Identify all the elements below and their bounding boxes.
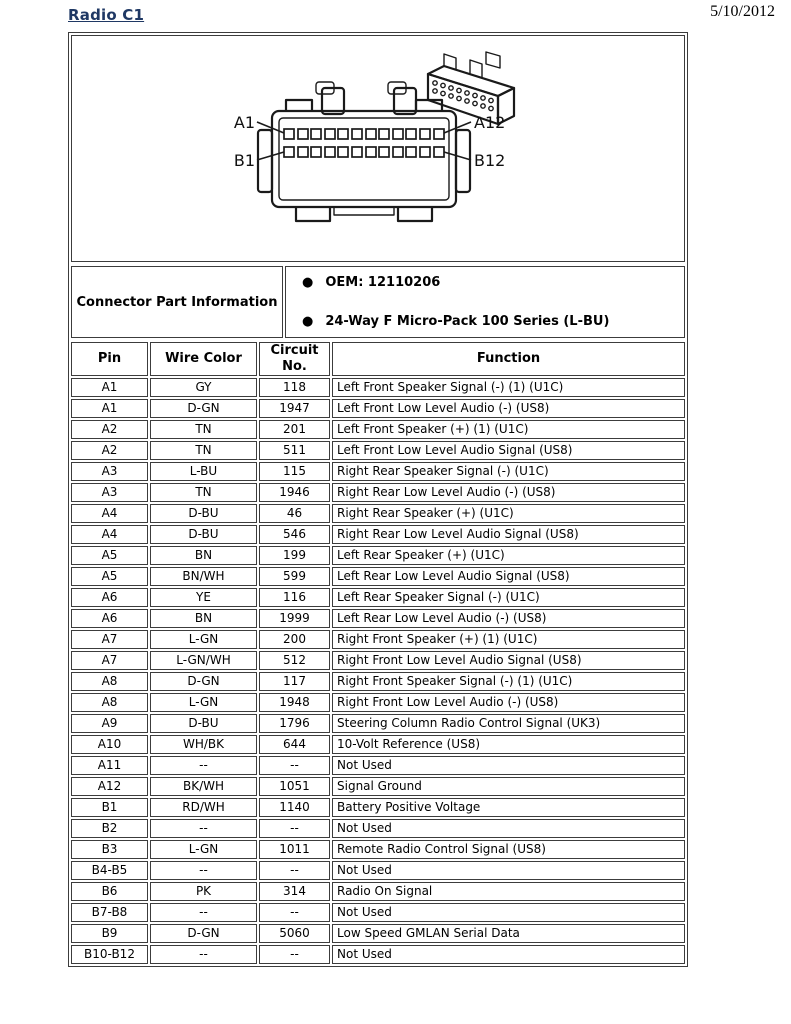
circuit-no-cell: 116 [259,588,330,607]
pin-cell: A8 [71,693,148,712]
circuit-no-cell: 1946 [259,483,330,502]
function-cell: Steering Column Radio Control Signal (UK3) [332,714,685,733]
pinout-row [71,420,685,439]
connector-part-info-details [285,266,685,338]
function-cell: Left Front Speaker (+) (1) (U1C) [332,420,685,439]
pin-cell: B6 [71,882,148,901]
function-cell: Left Rear Speaker (+) (U1C) [332,546,685,565]
pin-cell: B3 [71,840,148,859]
circuit-no-cell: 5060 [259,924,330,943]
pinout-row [71,882,685,901]
circuit-no-cell: -- [259,756,330,775]
pin-cell: A4 [71,504,148,523]
circuit-no-cell: 511 [259,441,330,460]
pinout-row [71,840,685,859]
pinout-row [71,672,685,691]
pin-cell: A5 [71,567,148,586]
pinout-row [71,546,685,565]
wire-color-cell: L-GN [150,630,257,649]
circuit-no-cell: 1947 [259,399,330,418]
header-function: Function [332,342,685,376]
pinout-row [71,399,685,418]
circuit-no-cell: 1011 [259,840,330,859]
function-cell: Right Front Speaker Signal (-) (1) (U1C) [332,672,685,691]
series-bullet [302,314,676,329]
bullet-icon: ● [302,314,314,329]
pinout-row [71,462,685,481]
bullet-icon: ● [302,275,314,290]
circuit-no-cell: 546 [259,525,330,544]
pin-cell: A10 [71,735,148,754]
connector-part-info-table [69,264,687,340]
pin-row-a [284,129,444,139]
pin-cell: A1 [71,378,148,397]
function-cell: Left Front Low Level Audio (-) (US8) [332,399,685,418]
pin-cell: A7 [71,630,148,649]
pinout-row [71,861,685,880]
wire-color-cell: -- [150,756,257,775]
pinout-row [71,714,685,733]
pinout-row [71,441,685,460]
wire-color-cell: D-GN [150,924,257,943]
wire-color-cell: -- [150,819,257,838]
pinout-row [71,483,685,502]
wire-color-cell: PK [150,882,257,901]
connector-image-cell [71,35,685,262]
connector-part-info-label: Connector Part Information [71,266,283,338]
function-cell: Left Rear Low Level Audio Signal (US8) [332,567,685,586]
pinout-row [71,693,685,712]
pinout-row [71,924,685,943]
connector-series: 24-Way F Micro-Pack 100 Series (L-BU) [325,314,610,329]
wire-color-cell: BN/WH [150,567,257,586]
connector-sheet [68,32,688,967]
pinout-row [71,588,685,607]
pinout-row [71,777,685,796]
function-cell: Left Front Low Level Audio Signal (US8) [332,441,685,460]
wire-color-cell: TN [150,483,257,502]
pin-cell: A7 [71,651,148,670]
wire-color-cell: -- [150,903,257,922]
wire-color-cell: -- [150,945,257,964]
function-cell: Not Used [332,819,685,838]
wire-color-cell: TN [150,441,257,460]
function-cell: Left Rear Low Level Audio (-) (US8) [332,609,685,628]
function-cell: Right Front Low Level Audio (-) (US8) [332,693,685,712]
pin-row-b [284,147,444,157]
pinout-row [71,378,685,397]
wire-color-cell: D-GN [150,672,257,691]
oem-number: OEM: 12110206 [325,275,441,290]
circuit-no-cell: 599 [259,567,330,586]
pin-cell: A2 [71,441,148,460]
pinout-row [71,525,685,544]
pin-cell: B9 [71,924,148,943]
wire-color-cell: L-GN/WH [150,651,257,670]
circuit-no-cell: -- [259,861,330,880]
header-circuit-no: Circuit No. [259,342,330,376]
circuit-no-cell: 117 [259,672,330,691]
pinout-row [71,903,685,922]
wire-color-cell: BN [150,546,257,565]
pin-cell: B1 [71,798,148,817]
pin-cell: B4-B5 [71,861,148,880]
pinout-row [71,819,685,838]
circuit-no-cell: 1051 [259,777,330,796]
function-cell: Left Rear Speaker Signal (-) (U1C) [332,588,685,607]
pinout-table [69,340,687,966]
pin-cell: A1 [71,399,148,418]
wire-color-cell: YE [150,588,257,607]
header-wire-color: Wire Color [150,342,257,376]
connector-diagram-svg [72,36,684,258]
function-cell: Right Rear Speaker (+) (U1C) [332,504,685,523]
pin-cell: A6 [71,609,148,628]
pinout-row [71,609,685,628]
circuit-no-cell: 644 [259,735,330,754]
pin-cell: A12 [71,777,148,796]
function-cell: Right Rear Low Level Audio (-) (US8) [332,483,685,502]
wire-color-cell: -- [150,861,257,880]
circuit-no-cell: 201 [259,420,330,439]
function-cell: Signal Ground [332,777,685,796]
pin-cell: A3 [71,462,148,481]
function-cell: Right Front Low Level Audio Signal (US8) [332,651,685,670]
pinout-row [71,504,685,523]
pinout-row [71,798,685,817]
circuit-no-cell: -- [259,819,330,838]
oem-bullet [302,275,676,290]
function-cell: Left Front Speaker Signal (-) (1) (U1C) [332,378,685,397]
wire-color-cell: TN [150,420,257,439]
pin-cell: A3 [71,483,148,502]
circuit-no-cell: 314 [259,882,330,901]
function-cell: Not Used [332,861,685,880]
header-pin: Pin [71,342,148,376]
connector-image-table [69,33,687,264]
wire-color-cell: D-GN [150,399,257,418]
pin-label-a1: A1 [233,113,255,132]
circuit-no-cell: -- [259,903,330,922]
wire-color-cell: D-BU [150,714,257,733]
circuit-no-cell: 512 [259,651,330,670]
function-cell: 10-Volt Reference (US8) [332,735,685,754]
wire-color-cell: WH/BK [150,735,257,754]
wire-color-cell: BN [150,609,257,628]
function-cell: Right Front Speaker (+) (1) (U1C) [332,630,685,649]
function-cell: Right Rear Low Level Audio Signal (US8) [332,525,685,544]
pin-cell: A5 [71,546,148,565]
connector-front-view [234,82,506,221]
function-cell: Low Speed GMLAN Serial Data [332,924,685,943]
pin-cell: B7-B8 [71,903,148,922]
page-header [0,0,791,32]
pin-cell: A11 [71,756,148,775]
pinout-row [71,567,685,586]
function-cell: Remote Radio Control Signal (US8) [332,840,685,859]
wire-color-cell: BK/WH [150,777,257,796]
pin-label-b1: B1 [233,151,255,170]
pinout-row [71,756,685,775]
wire-color-cell: GY [150,378,257,397]
function-cell: Radio On Signal [332,882,685,901]
wire-color-cell: L-GN [150,693,257,712]
page-title: Radio C1 [68,6,145,24]
pinout-row [71,945,685,964]
pin-cell: A8 [71,672,148,691]
circuit-no-cell: 1796 [259,714,330,733]
page-date: 5/10/2012 [710,3,775,20]
circuit-no-cell: 200 [259,630,330,649]
circuit-no-cell: 1140 [259,798,330,817]
wire-color-cell: D-BU [150,504,257,523]
circuit-no-cell: 118 [259,378,330,397]
pin-cell: A2 [71,420,148,439]
pin-label-b12: B12 [474,151,506,170]
pin-cell: A9 [71,714,148,733]
pin-cell: B2 [71,819,148,838]
circuit-no-cell: 115 [259,462,330,481]
wire-color-cell: RD/WH [150,798,257,817]
wire-color-cell: L-BU [150,462,257,481]
wire-color-cell: D-BU [150,525,257,544]
circuit-no-cell: 46 [259,504,330,523]
function-cell: Right Rear Speaker Signal (-) (U1C) [332,462,685,481]
pinout-row [71,630,685,649]
circuit-no-cell: 1948 [259,693,330,712]
pinout-row [71,651,685,670]
function-cell: Not Used [332,903,685,922]
pinout-header-row [71,342,685,376]
function-cell: Battery Positive Voltage [332,798,685,817]
circuit-no-cell: 1999 [259,609,330,628]
wire-color-cell: L-GN [150,840,257,859]
pin-cell: A4 [71,525,148,544]
pin-label-a12: A12 [474,113,506,132]
pinout-row [71,735,685,754]
function-cell: Not Used [332,945,685,964]
pin-cell: B10-B12 [71,945,148,964]
function-cell: Not Used [332,756,685,775]
circuit-no-cell: -- [259,945,330,964]
circuit-no-cell: 199 [259,546,330,565]
pin-cell: A6 [71,588,148,607]
